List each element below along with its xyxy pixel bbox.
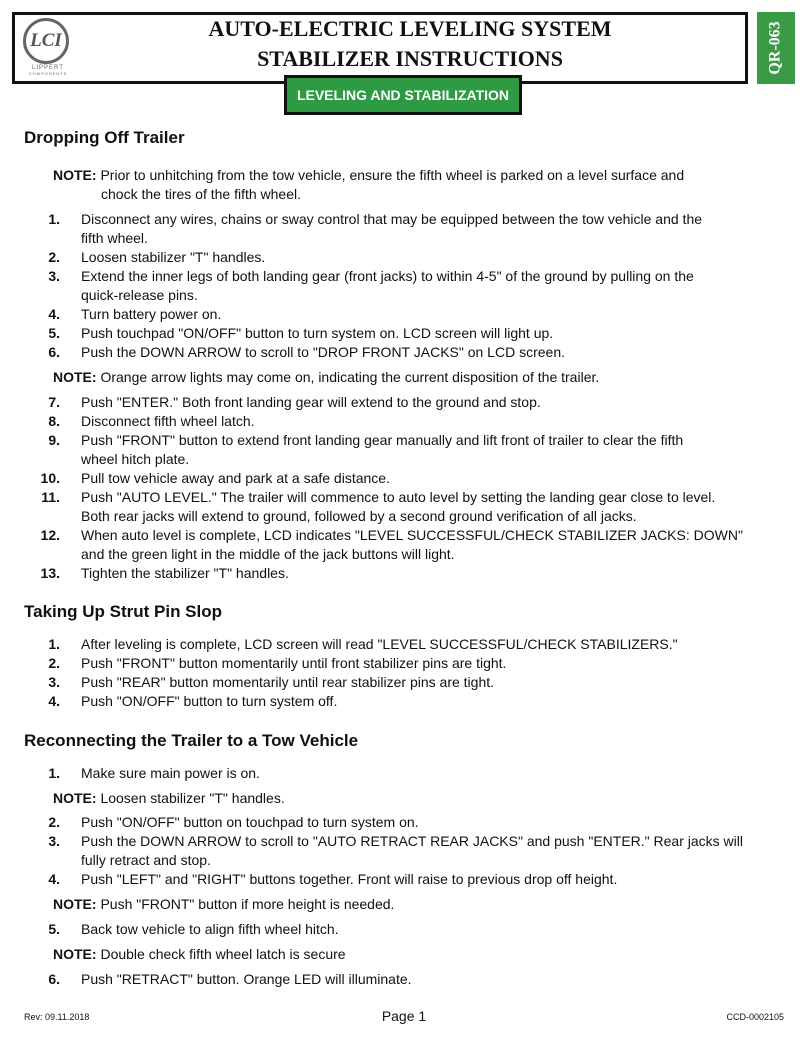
note-label: NOTE: <box>53 369 97 385</box>
step-item <box>22 635 782 654</box>
note <box>53 895 394 914</box>
step-number: 10. <box>40 470 60 486</box>
document-title-line1: AUTO-ELECTRIC LEVELING SYSTEM <box>208 16 612 41</box>
doc-code: QR-063 <box>767 21 785 75</box>
step-number: 11. <box>41 489 60 505</box>
step-text: Tighten the stabilizer "T" handles. <box>81 565 289 581</box>
step-item <box>22 692 782 711</box>
step-item <box>22 210 782 246</box>
note-text-cont: chock the tires of the fifth wheel. <box>101 186 301 202</box>
step-text: After leveling is complete, LCD screen will read "LEVEL SUCCESSFUL/CHECK STABILIZERS." <box>81 636 678 652</box>
step-text: Disconnect fifth wheel latch. <box>81 413 255 429</box>
step-number: 8. <box>48 413 60 429</box>
step-text: Push "FRONT" button momentarily until front stabilizer pins are tight. <box>81 655 507 671</box>
step-item <box>22 526 782 562</box>
step-item <box>22 813 782 832</box>
step-item <box>22 305 782 324</box>
step-number: 2. <box>48 814 60 830</box>
step-item <box>22 324 782 343</box>
section-title-dropping: Dropping Off Trailer <box>24 128 185 147</box>
step-item <box>22 412 782 431</box>
step-number: 4. <box>48 693 60 709</box>
document-code: CCD-0002105 <box>726 1012 784 1022</box>
step-item <box>22 654 782 673</box>
step-text: Make sure main power is on. <box>81 765 260 781</box>
section-title-reconnect: Reconnecting the Trailer to a Tow Vehicle <box>24 731 359 750</box>
note <box>53 368 599 387</box>
step-text-cont: Both rear jacks will extend to ground, followed by a second ground verification of all jacks. <box>81 508 637 524</box>
step-text: Pull tow vehicle away and park at a safe distance. <box>81 470 390 486</box>
step-number: 3. <box>48 674 60 690</box>
step-text: Disconnect any wires, chains or sway control that may be equipped between the tow vehicle and the <box>81 211 703 227</box>
step-item <box>22 343 782 362</box>
step-number: 6. <box>48 971 60 987</box>
doc-code-tab <box>757 12 795 84</box>
page-number: Page 1 <box>381 1008 427 1024</box>
note <box>53 166 685 202</box>
step-item <box>22 673 782 692</box>
step-item <box>22 431 782 467</box>
step-text: Push "FRONT" button to extend front landing gear manually and lift front of trailer to clear the fifth <box>81 432 684 448</box>
step-text-cont: wheel hitch plate. <box>81 451 190 467</box>
step-number: 2. <box>48 249 60 265</box>
revision-date: Rev: 09.11.2018 <box>24 1012 90 1022</box>
note-text: Prior to unhitching from the tow vehicle, ensure the fifth wheel is parked on a level surface and <box>100 167 685 183</box>
step-text: Turn battery power on. <box>81 306 222 322</box>
note-text: Orange arrow lights may come on, indicating the current disposition of the trailer. <box>100 369 600 385</box>
step-number: 9. <box>48 432 60 448</box>
step-text: Push "ON/OFF" button to turn system off. <box>81 693 338 709</box>
step-text-cont: fully retract and stop. <box>81 852 211 868</box>
step-text: Push "ON/OFF" button on touchpad to turn system on. <box>81 814 419 830</box>
step-number: 4. <box>48 306 60 322</box>
step-number: 1. <box>48 211 60 227</box>
step-item <box>22 469 782 488</box>
step-item <box>22 393 782 412</box>
logo-mark: LCI <box>23 18 69 64</box>
step-number: 4. <box>48 871 60 887</box>
document-title-line2: STABILIZER INSTRUCTIONS <box>257 46 563 71</box>
step-text-cont: and the green light in the middle of the jack buttons will light. <box>81 546 455 562</box>
step-number: 3. <box>48 833 60 849</box>
step-text: Push "LEFT" and "RIGHT" buttons together. Front will raise to previous drop off height. <box>81 871 618 887</box>
step-text-cont: quick-release pins. <box>81 287 198 303</box>
step-text: Push the DOWN ARROW to scroll to "DROP FRONT JACKS" on LCD screen. <box>81 344 565 360</box>
step-number: 1. <box>48 636 60 652</box>
step-number: 1. <box>48 765 60 781</box>
step-text: Loosen stabilizer "T" handles. <box>81 249 266 265</box>
note-label: NOTE: <box>53 790 97 806</box>
step-text: Push "ENTER." Both front landing gear will extend to the ground and stop. <box>81 394 541 410</box>
step-number: 2. <box>48 655 60 671</box>
step-number: 12. <box>40 527 60 543</box>
step-number: 5. <box>48 325 60 341</box>
step-number: 7. <box>48 394 60 410</box>
note <box>53 945 346 964</box>
step-item <box>22 920 782 939</box>
step-item <box>22 564 782 583</box>
step-item <box>22 248 782 267</box>
note-text: Push "FRONT" button if more height is needed. <box>100 896 395 912</box>
note-text: Loosen stabilizer "T" handles. <box>100 790 285 806</box>
note-label: NOTE: <box>53 896 97 912</box>
note-text: Double check fifth wheel latch is secure <box>100 946 346 962</box>
step-text: Push "REAR" button momentarily until rear stabilizer pins are tight. <box>81 674 495 690</box>
step-item <box>22 267 782 303</box>
note <box>53 789 285 808</box>
step-item <box>22 870 782 889</box>
step-item <box>22 970 782 989</box>
note-label: NOTE: <box>53 167 97 183</box>
section-banner: LEVELING AND STABILIZATION <box>284 75 522 115</box>
step-text: When auto level is complete, LCD indicates "LEVEL SUCCESSFUL/CHECK STABILIZER JACKS: DOWN" <box>81 527 743 543</box>
step-text-cont: fifth wheel. <box>81 230 148 246</box>
section-title-slop: Taking Up Strut Pin Slop <box>24 602 223 621</box>
step-number: 3. <box>48 268 60 284</box>
step-item <box>22 488 782 524</box>
step-item <box>22 764 782 783</box>
step-text: Push "AUTO LEVEL." The trailer will commence to auto level by setting the landing gear close to level. <box>81 489 716 505</box>
step-text: Push the DOWN ARROW to scroll to "AUTO RETRACT REAR JACKS" and push "ENTER." Rear jacks will <box>81 833 743 849</box>
note-label: NOTE: <box>53 946 97 962</box>
step-number: 6. <box>48 344 60 360</box>
step-text: Push "RETRACT" button. Orange LED will illuminate. <box>81 971 412 987</box>
logo-subtitle: COMPONENTS <box>28 71 68 76</box>
logo-name: LIPPERT <box>32 65 64 71</box>
company-logo <box>20 18 76 80</box>
step-number: 5. <box>48 921 60 937</box>
step-item <box>22 832 782 868</box>
step-text: Push touchpad "ON/OFF" button to turn system on. LCD screen will light up. <box>81 325 554 341</box>
step-text: Extend the inner legs of both landing gear (front jacks) to within 4-5" of the ground by pulling on the <box>81 268 694 284</box>
step-number: 13. <box>40 565 60 581</box>
step-text: Back tow vehicle to align fifth wheel hitch. <box>81 921 339 937</box>
